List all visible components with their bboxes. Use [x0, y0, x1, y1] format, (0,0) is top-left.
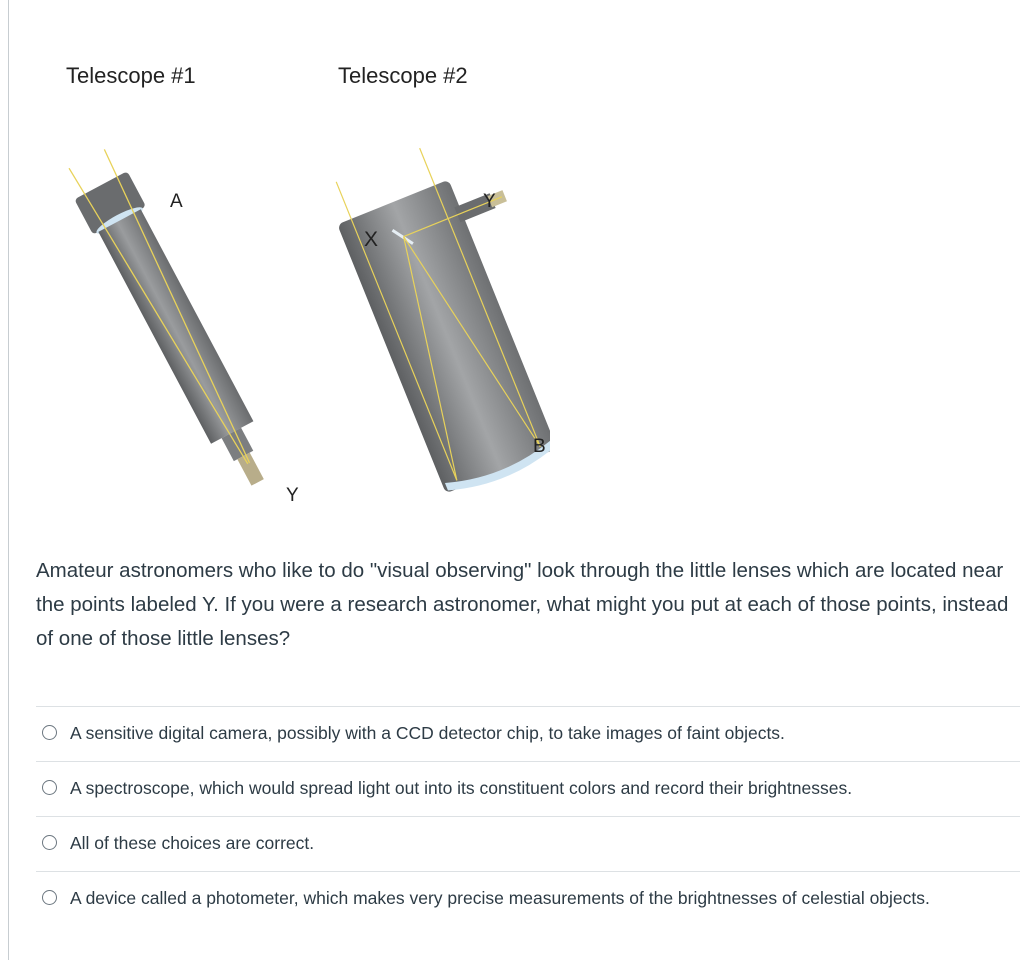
answer-option[interactable]	[36, 816, 1020, 871]
telescope-diagram-svg	[30, 40, 550, 530]
answer-radio[interactable]	[42, 835, 57, 850]
answer-option[interactable]	[36, 761, 1020, 816]
label-b: B	[533, 436, 546, 457]
label-a: A	[170, 191, 183, 212]
telescope1-eyepiece	[237, 453, 263, 486]
answer-option[interactable]	[36, 871, 1020, 926]
answer-label: A spectroscope, which would spread light out into its constituent colors and record their brightnesses.	[70, 778, 853, 798]
answer-radio[interactable]	[42, 890, 57, 905]
telescope2-reflector	[322, 125, 550, 500]
telescope-diagram	[30, 40, 550, 530]
label-x: X	[364, 228, 379, 251]
telescope1-title: Telescope #1	[66, 63, 196, 88]
telescope1-tube	[98, 209, 253, 443]
answer-radio[interactable]	[42, 780, 57, 795]
label-y-telescope1: Y	[286, 485, 299, 506]
label-y-telescope2: Y	[483, 191, 496, 212]
question-text: Amateur astronomers who like to do "visual observing" look through the little lenses which are located near the points labeled Y. If you were a research astronomer, what might you put at each of those points, instead of one of those little lenses?	[36, 559, 1009, 650]
answer-radio[interactable]	[42, 725, 57, 740]
answer-label: All of these choices are correct.	[70, 833, 315, 853]
answer-label: A device called a photometer, which makes very precise measurements of the brightnesses of celestial objects.	[70, 888, 930, 908]
answer-list	[36, 706, 1020, 926]
answer-label: A sensitive digital camera, possibly with a CCD detector chip, to take images of faint objects.	[70, 723, 785, 743]
telescope2-title: Telescope #2	[338, 63, 468, 88]
content-left-border	[8, 0, 9, 960]
answer-option[interactable]	[36, 706, 1020, 761]
